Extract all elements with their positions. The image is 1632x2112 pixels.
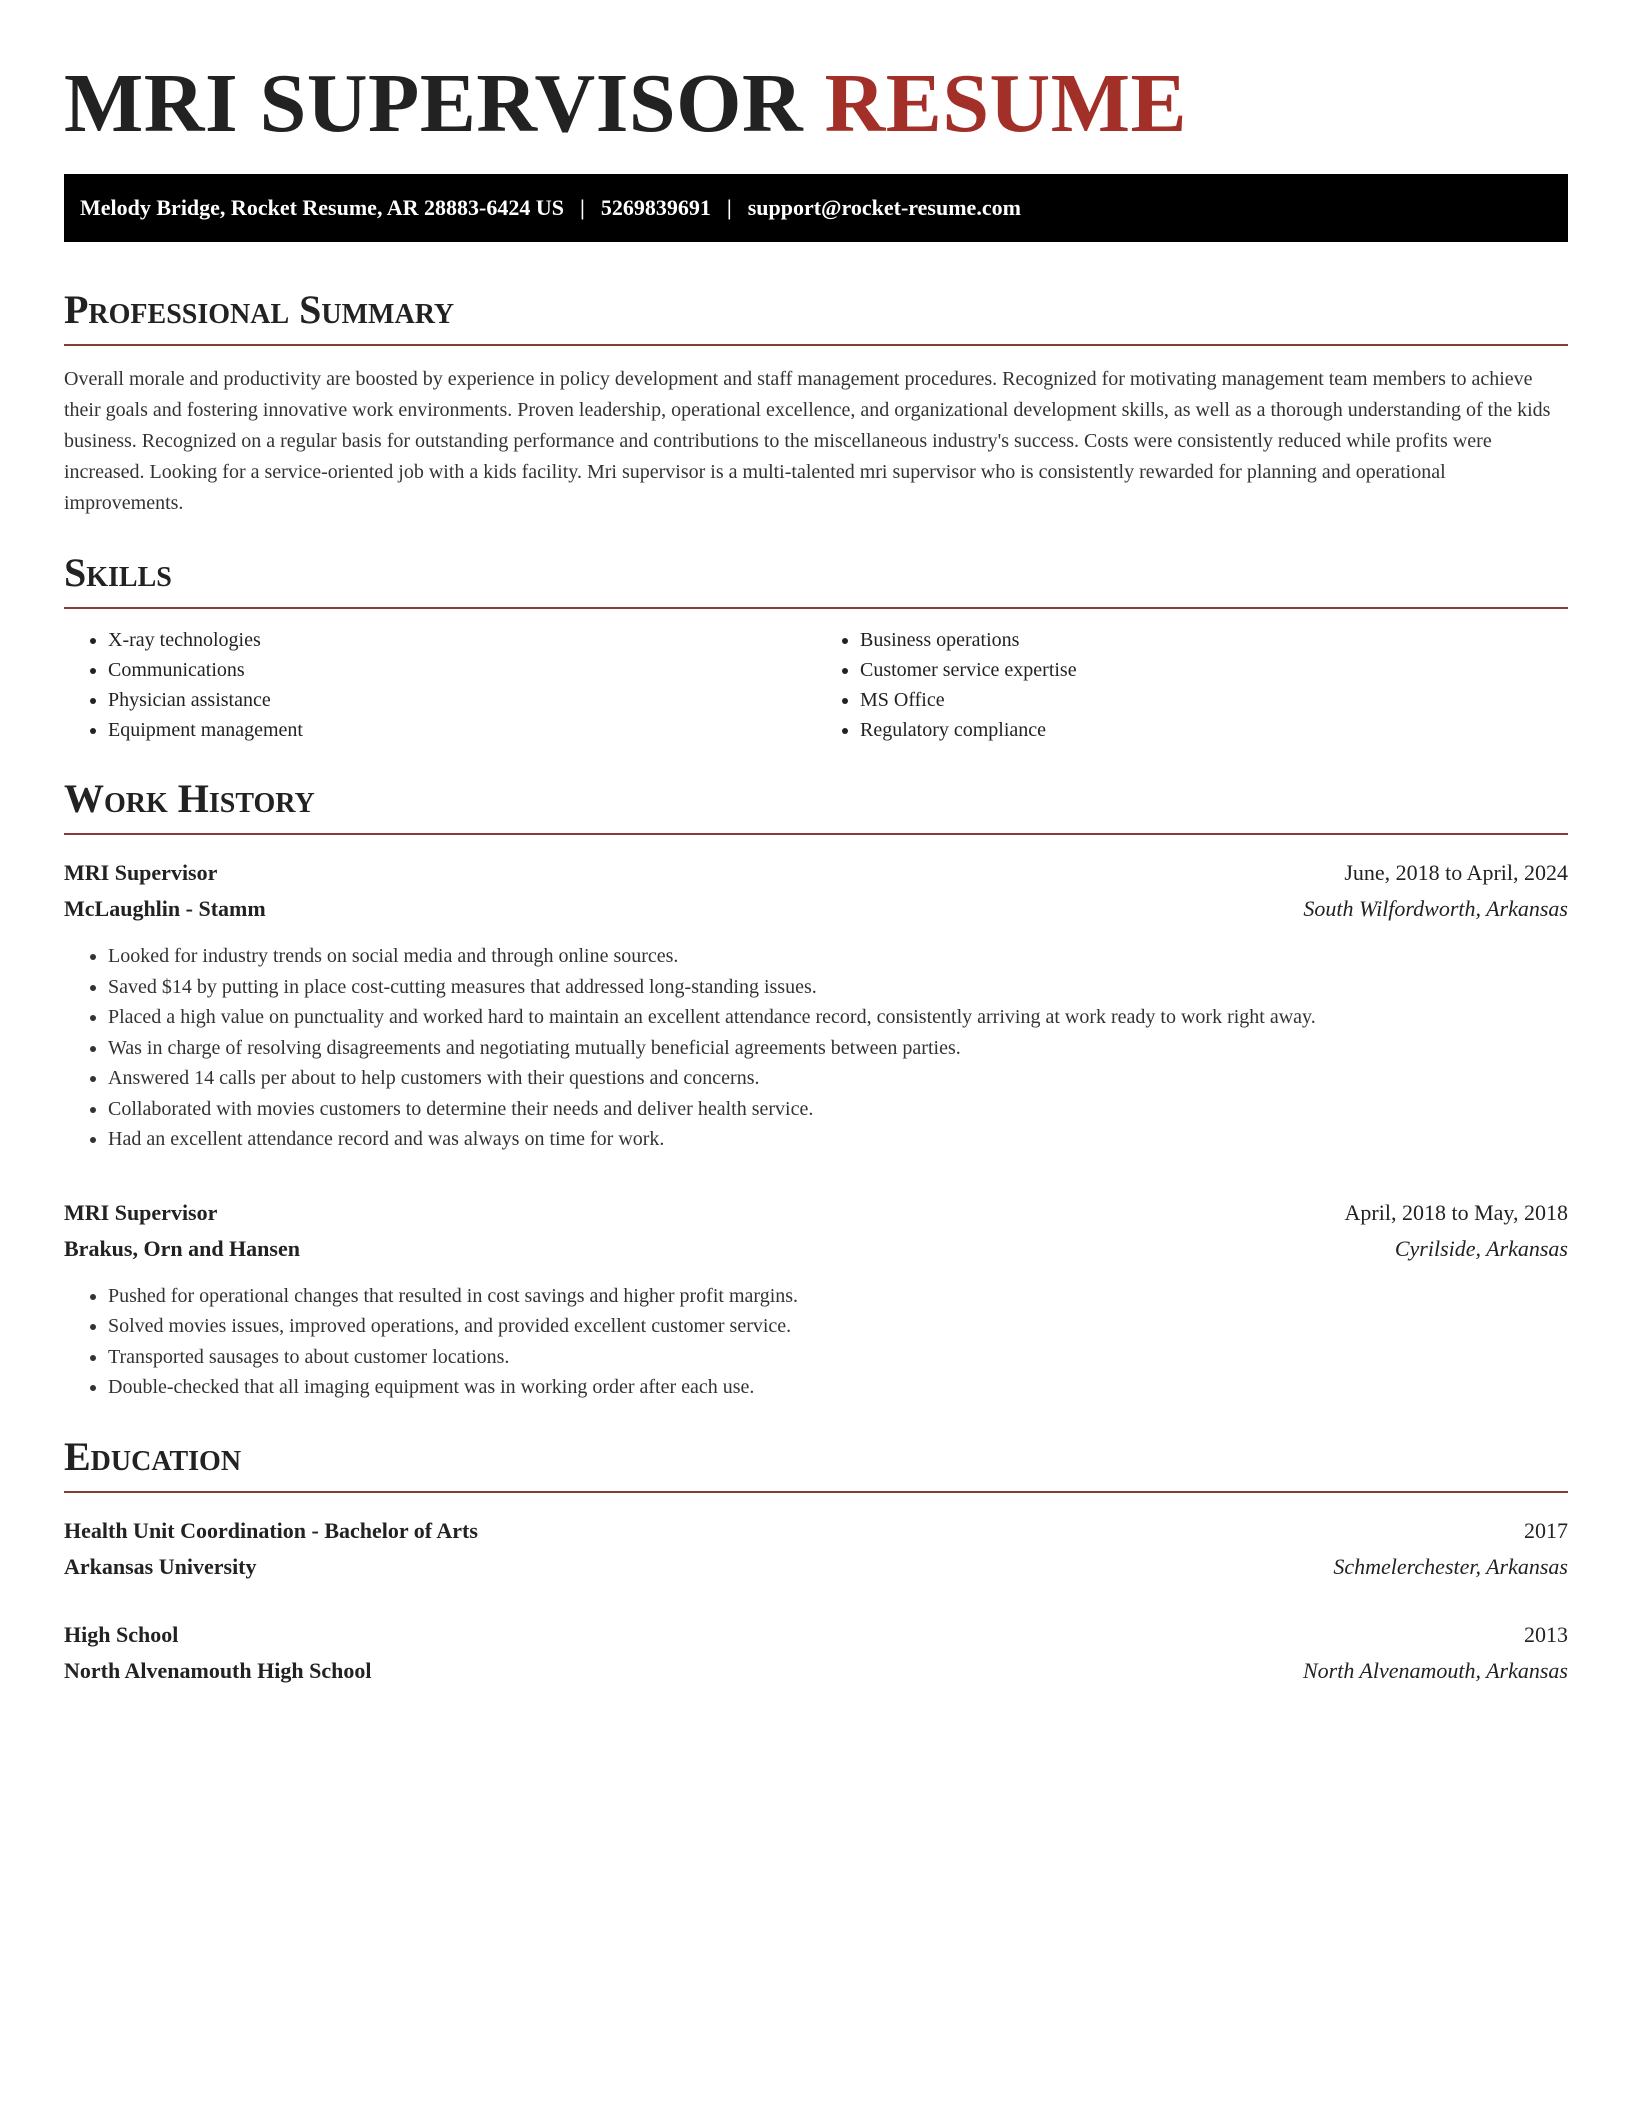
skill-item: • MS Office xyxy=(860,685,1568,715)
education-section xyxy=(64,1433,1568,1689)
job-bullet: • Placed a high value on punctuality and worked hard to maintain an excellent attendance record, consistently arriving at work ready to work right away. xyxy=(108,1002,1568,1033)
education-school-row xyxy=(64,1653,1568,1689)
education-location: North Alvenamouth, Arkansas xyxy=(1302,1657,1568,1683)
education-school: Arkansas University xyxy=(64,1553,257,1579)
education-degree-row xyxy=(64,1617,1568,1653)
education-school-row xyxy=(64,1549,1568,1585)
job-bullets xyxy=(64,941,1568,1155)
contact-address: Melody Bridge, Rocket Resume, AR 28883-6424 US xyxy=(80,195,564,220)
title-main: MRI SUPERVISOR xyxy=(64,57,804,150)
education-degree-row xyxy=(64,1513,1568,1549)
skill-item: • X-ray technologies xyxy=(108,625,816,655)
skills-columns xyxy=(64,625,1568,745)
skills-section xyxy=(64,549,1568,745)
work-section xyxy=(64,775,1568,1403)
education-year: 2013 xyxy=(1524,1621,1568,1647)
job-header-row xyxy=(64,855,1568,891)
job-bullet: • Transported sausages to about customer locations. xyxy=(108,1342,1568,1373)
job-location: South Wilfordworth, Arkansas xyxy=(1303,896,1568,921)
job-dates: June, 2018 to April, 2024 xyxy=(1344,860,1568,885)
contact-email[interactable]: support@rocket-resume.com xyxy=(747,195,1021,220)
education-degree: Health Unit Coordination - Bachelor of Arts xyxy=(64,1517,478,1543)
work-heading: Work History xyxy=(64,775,1568,835)
job-bullet: • Answered 14 calls per about to help customers with their questions and concerns. xyxy=(108,1063,1568,1094)
education-entry xyxy=(64,1617,1568,1689)
education-year: 2017 xyxy=(1524,1517,1568,1543)
summary-text: Overall morale and productivity are boosted by experience in policy development and staff management procedures. Recognized for motivating management team members to achieve their goals and fostering innovative work environments. Proven leadership, operational excellence, and organizational development skills, as well as a thorough understanding of the kids business. Recognized on a regular basis for outstanding performance and contributions to the miscellaneous industry's success. Costs were consistently reduced while profits were increased. Looking for a service-oriented job with a kids facility. Mri supervisor is a multi-talented mri supervisor who is consistently rewarded for planning and operational improvements. xyxy=(64,368,1551,514)
summary-heading: Professional Summary xyxy=(64,286,1568,346)
job-entry xyxy=(64,855,1568,1155)
job-bullet: • Solved movies issues, improved operations, and provided excellent customer service. xyxy=(108,1311,1568,1342)
education-degree: High School xyxy=(64,1621,179,1647)
skills-list-left xyxy=(64,625,816,745)
education-school: North Alvenamouth High School xyxy=(64,1657,372,1683)
education-heading: Education xyxy=(64,1433,1568,1493)
job-bullet: • Saved $14 by putting in place cost-cutting measures that addressed long-standing issues. xyxy=(108,972,1568,1003)
job-entry xyxy=(64,1195,1568,1403)
skill-item: • Communications xyxy=(108,655,816,685)
job-company-row xyxy=(64,1231,1568,1267)
job-bullet: • Looked for industry trends on social media and through online sources. xyxy=(108,941,1568,972)
contact-bar xyxy=(64,174,1568,242)
job-header-row xyxy=(64,1195,1568,1231)
job-company: McLaughlin - Stamm xyxy=(64,896,266,921)
skill-item: • Regulatory compliance xyxy=(860,715,1568,745)
skill-item: • Physician assistance xyxy=(108,685,816,715)
job-dates: April, 2018 to May, 2018 xyxy=(1344,1199,1568,1225)
skills-heading: Skills xyxy=(64,549,1568,609)
skills-list-right xyxy=(816,625,1568,745)
education-entry xyxy=(64,1513,1568,1585)
job-bullets xyxy=(64,1281,1568,1403)
job-company-row xyxy=(64,891,1568,927)
job-title: MRI Supervisor xyxy=(64,1199,218,1225)
job-company: Brakus, Orn and Hansen xyxy=(64,1235,300,1261)
skill-item: • Equipment management xyxy=(108,715,816,745)
contact-separator: | xyxy=(579,195,585,220)
title-accent: RESUME xyxy=(824,57,1188,150)
contact-phone[interactable]: 5269839691 xyxy=(600,195,711,220)
skill-item: • Customer service expertise xyxy=(860,655,1568,685)
summary-section xyxy=(64,286,1568,519)
job-bullet: • Double-checked that all imaging equipment was in working order after each use. xyxy=(108,1372,1568,1403)
resume-title xyxy=(64,54,1568,154)
education-location: Schmelerchester, Arkansas xyxy=(1333,1553,1568,1579)
job-title: MRI Supervisor xyxy=(64,860,218,885)
job-bullet: • Collaborated with movies customers to determine their needs and deliver health service. xyxy=(108,1094,1568,1125)
contact-separator: | xyxy=(726,195,732,220)
job-bullet: • Was in charge of resolving disagreements and negotiating mutually beneficial agreements between parties. xyxy=(108,1033,1568,1064)
job-bullet: • Had an excellent attendance record and was always on time for work. xyxy=(108,1124,1568,1155)
skill-item: • Business operations xyxy=(860,625,1568,655)
job-bullet: • Pushed for operational changes that resulted in cost savings and higher profit margins. xyxy=(108,1281,1568,1312)
job-location: Cyrilside, Arkansas xyxy=(1394,1235,1568,1261)
